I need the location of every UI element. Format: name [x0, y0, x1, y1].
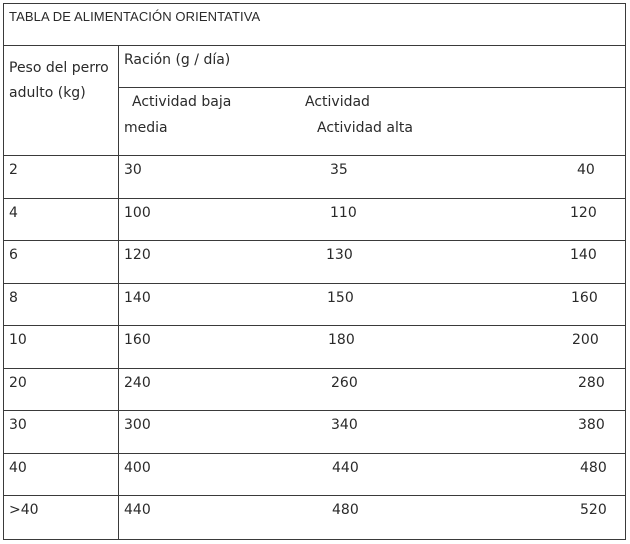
weight-cell: 8 [9, 290, 18, 306]
weight-cell: 20 [9, 375, 27, 391]
high-cell: 40 [577, 162, 595, 178]
activity-high-header: Actividad alta [317, 120, 413, 136]
high-cell: 120 [570, 205, 597, 221]
weight-cell: 30 [9, 417, 27, 433]
low-cell: 30 [124, 162, 142, 178]
row-divider [3, 325, 626, 326]
low-cell: 440 [124, 502, 151, 518]
medium-cell: 180 [328, 332, 355, 348]
low-cell: 140 [124, 290, 151, 306]
medium-cell: 130 [326, 247, 353, 263]
high-cell: 380 [578, 417, 605, 433]
row-divider [3, 495, 626, 496]
weight-column-header: Peso del perro adulto (kg) [9, 60, 109, 101]
weight-cell: >40 [9, 502, 39, 518]
ration-divider [118, 87, 626, 88]
header-divider [3, 155, 626, 156]
medium-cell: 110 [330, 205, 357, 221]
title-divider [3, 45, 626, 46]
weight-cell: 40 [9, 460, 27, 476]
high-cell: 160 [571, 290, 598, 306]
row-divider [3, 283, 626, 284]
row-divider [3, 198, 626, 199]
row-divider [3, 453, 626, 454]
low-cell: 400 [124, 460, 151, 476]
weight-cell: 4 [9, 205, 18, 221]
activity-low-header: Actividad baja [132, 94, 232, 110]
low-cell: 100 [124, 205, 151, 221]
high-cell: 140 [570, 247, 597, 263]
medium-cell: 440 [332, 460, 359, 476]
low-cell: 300 [124, 417, 151, 433]
medium-cell: 260 [331, 375, 358, 391]
row-divider [3, 240, 626, 241]
high-cell: 480 [580, 460, 607, 476]
table-title: TABLA DE ALIMENTACIÓN ORIENTATIVA [9, 9, 261, 24]
high-cell: 520 [580, 502, 607, 518]
high-cell: 200 [572, 332, 599, 348]
medium-cell: 35 [330, 162, 348, 178]
medium-cell: 480 [332, 502, 359, 518]
ration-header: Ración (g / día) [124, 52, 231, 68]
activity-medium-header: Actividad [305, 94, 370, 110]
high-cell: 280 [578, 375, 605, 391]
low-cell: 240 [124, 375, 151, 391]
weight-cell: 6 [9, 247, 18, 263]
activity-medium-header-cont: media [124, 120, 168, 136]
weight-cell: 2 [9, 162, 18, 178]
low-cell: 120 [124, 247, 151, 263]
medium-cell: 340 [331, 417, 358, 433]
column-divider [118, 45, 119, 540]
row-divider [3, 410, 626, 411]
row-divider [3, 368, 626, 369]
low-cell: 160 [124, 332, 151, 348]
weight-cell: 10 [9, 332, 27, 348]
medium-cell: 150 [327, 290, 354, 306]
